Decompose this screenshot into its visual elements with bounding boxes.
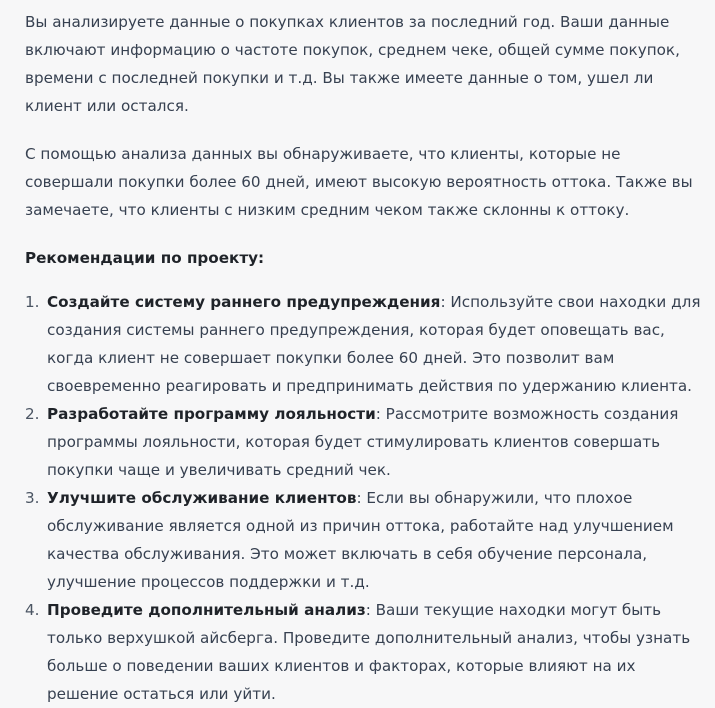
- list-number: 1.: [25, 293, 40, 311]
- recommendations-heading: Рекомендации по проекту:: [25, 249, 265, 267]
- list-item: [25, 596, 707, 708]
- list-item: [25, 288, 707, 400]
- list-item-text: : Если вы обнаружили, что плохое обслуживание является одной из причин оттока, работайте над улучшением качества обслуживания. Это может включать в себя обучение персонала, улучшение процессов поддержки и т.д.: [47, 489, 674, 591]
- list-number: 4.: [25, 601, 40, 619]
- list-item-title: Разработайте программу лояльности: [47, 405, 376, 423]
- intro-paragraph: Вы анализируете данные о покупках клиентов за последний год. Ваши данные включают информацию о частоте покупок, среднем чеке, общей сумме покупок, времени с последней покупки и т.д. Вы также имеете данные о том, ушел ли клиент или остался.: [25, 13, 680, 115]
- list-item-title: Создайте систему раннего предупреждения: [47, 293, 441, 311]
- list-item-text: : Рассмотрите возможность создания программы лояльности, которая будет стимулировать клиентов совершать покупки чаще и увеличивать средний чек.: [47, 405, 679, 479]
- list-number: 2.: [25, 405, 40, 423]
- list-item-text: : Используйте свои находки для создания системы раннего предупреждения, которая будет оповещать вас, когда клиент не совершает покупки более 60 дней. Это позволит вам своевременно реагировать и предпринимать действия по удержанию клиента.: [47, 293, 701, 395]
- list-item-title: Проведите дополнительный анализ: [47, 601, 366, 619]
- list-item-text: : Ваши текущие находки могут быть только верхушкой айсберга. Проведите дополнительный анализ, чтобы узнать больше о поведении ваших клиентов и факторах, которые влияют на их решение остаться или уйти.: [47, 601, 691, 703]
- list-item: [25, 484, 707, 596]
- list-item: [25, 400, 707, 484]
- list-number: 3.: [25, 489, 40, 507]
- list-item-title: Улучшите обслуживание клиентов: [47, 489, 357, 507]
- findings-paragraph: С помощью анализа данных вы обнаруживаете, что клиенты, которые не совершали покупки более 60 дней, имеют высокую вероятность оттока. Также вы замечаете, что клиенты с низким средним чеком также склонны к оттоку.: [25, 145, 693, 219]
- recommendations-list: [25, 288, 707, 708]
